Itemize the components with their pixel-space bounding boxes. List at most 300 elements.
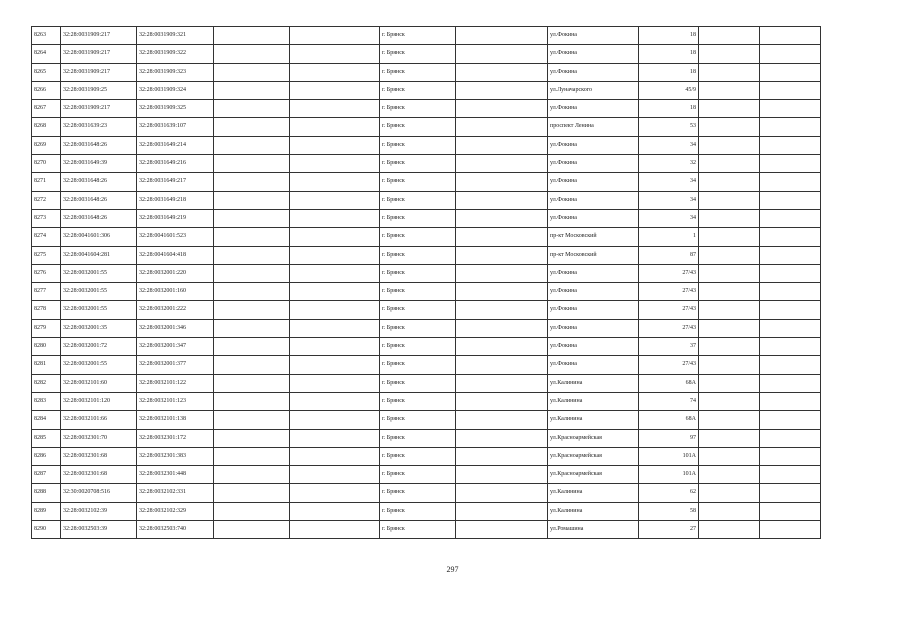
empty-cell (456, 63, 548, 81)
empty-cell (760, 155, 821, 173)
object-cadastral-cell: 32:28:0041601:523 (137, 228, 214, 246)
empty-cell (760, 264, 821, 282)
parcel-cadastral-cell: 32:28:0031909:217 (61, 100, 137, 118)
table-row (32, 246, 821, 264)
parcel-cadastral-cell: 32:28:0032101:120 (61, 392, 137, 410)
empty-cell (699, 209, 760, 227)
empty-cell (290, 466, 380, 484)
city-cell: г. Брянск (380, 411, 456, 429)
house-number-cell: 68А (639, 374, 699, 392)
house-number-cell: 101А (639, 466, 699, 484)
empty-cell (290, 81, 380, 99)
object-cadastral-cell: 32:28:0031649:218 (137, 191, 214, 209)
empty-cell (214, 27, 290, 45)
row-number-cell: 8282 (32, 374, 61, 392)
object-cadastral-cell: 32:28:0032001:220 (137, 264, 214, 282)
empty-cell (699, 27, 760, 45)
parcel-cadastral-cell: 32:28:0032001:55 (61, 356, 137, 374)
object-cadastral-cell: 32:28:0031909:323 (137, 63, 214, 81)
empty-cell (699, 502, 760, 520)
object-cadastral-cell: 32:28:0032301:172 (137, 429, 214, 447)
empty-cell (699, 173, 760, 191)
house-number-cell: 87 (639, 246, 699, 264)
empty-cell (456, 264, 548, 282)
street-cell: ул.Ромашина (548, 521, 639, 539)
parcel-cadastral-cell: 32:28:0032001:55 (61, 264, 137, 282)
empty-cell (214, 246, 290, 264)
empty-cell (456, 521, 548, 539)
empty-cell (456, 45, 548, 63)
row-number-cell: 8272 (32, 191, 61, 209)
house-number-cell: 27/43 (639, 319, 699, 337)
empty-cell (290, 100, 380, 118)
row-number-cell: 8263 (32, 27, 61, 45)
empty-cell (760, 392, 821, 410)
parcel-cadastral-cell: 32:28:0032001:55 (61, 301, 137, 319)
object-cadastral-cell: 32:28:0032001:222 (137, 301, 214, 319)
empty-cell (760, 118, 821, 136)
empty-cell (699, 466, 760, 484)
table-row (32, 81, 821, 99)
city-cell: г. Брянск (380, 429, 456, 447)
table-row (32, 118, 821, 136)
empty-cell (456, 447, 548, 465)
parcel-cadastral-cell: 32:28:0031648:26 (61, 209, 137, 227)
house-number-cell: 58 (639, 502, 699, 520)
table-row (32, 228, 821, 246)
city-cell: г. Брянск (380, 264, 456, 282)
object-cadastral-cell: 32:28:0031649:219 (137, 209, 214, 227)
empty-cell (456, 392, 548, 410)
empty-cell (456, 484, 548, 502)
empty-cell (760, 173, 821, 191)
parcel-cadastral-cell: 32:28:0031639:23 (61, 118, 137, 136)
table-row (32, 392, 821, 410)
house-number-cell: 18 (639, 100, 699, 118)
empty-cell (290, 502, 380, 520)
table-row (32, 319, 821, 337)
table-row (32, 429, 821, 447)
empty-cell (699, 191, 760, 209)
row-number-cell: 8264 (32, 45, 61, 63)
empty-cell (290, 246, 380, 264)
empty-cell (214, 264, 290, 282)
empty-cell (290, 521, 380, 539)
empty-cell (760, 100, 821, 118)
street-cell: ул.Фокина (548, 155, 639, 173)
empty-cell (760, 484, 821, 502)
city-cell: г. Брянск (380, 283, 456, 301)
empty-cell (214, 136, 290, 154)
empty-cell (214, 63, 290, 81)
city-cell: г. Брянск (380, 466, 456, 484)
parcel-cadastral-cell: 32:30:0020708:516 (61, 484, 137, 502)
row-number-cell: 8283 (32, 392, 61, 410)
empty-cell (699, 246, 760, 264)
street-cell: ул.Фокина (548, 45, 639, 63)
empty-cell (214, 45, 290, 63)
object-cadastral-cell: 32:28:0031649:214 (137, 136, 214, 154)
row-number-cell: 8288 (32, 484, 61, 502)
empty-cell (290, 411, 380, 429)
street-cell: ул.Фокина (548, 27, 639, 45)
object-cadastral-cell: 32:28:0032102:331 (137, 484, 214, 502)
row-number-cell: 8279 (32, 319, 61, 337)
empty-cell (699, 45, 760, 63)
row-number-cell: 8268 (32, 118, 61, 136)
empty-cell (214, 466, 290, 484)
parcel-cadastral-cell: 32:28:0032503:39 (61, 521, 137, 539)
street-cell: ул.Фокина (548, 356, 639, 374)
house-number-cell: 18 (639, 63, 699, 81)
empty-cell (699, 155, 760, 173)
house-number-cell: 34 (639, 173, 699, 191)
empty-cell (290, 155, 380, 173)
street-cell: ул.Фокина (548, 338, 639, 356)
empty-cell (214, 173, 290, 191)
empty-cell (760, 356, 821, 374)
parcel-cadastral-cell: 32:28:0031909:25 (61, 81, 137, 99)
empty-cell (699, 356, 760, 374)
row-number-cell: 8290 (32, 521, 61, 539)
house-number-cell: 45/9 (639, 81, 699, 99)
object-cadastral-cell: 32:28:0032101:138 (137, 411, 214, 429)
empty-cell (290, 228, 380, 246)
city-cell: г. Брянск (380, 484, 456, 502)
house-number-cell: 74 (639, 392, 699, 410)
empty-cell (456, 319, 548, 337)
empty-cell (214, 484, 290, 502)
street-cell: ул.Калинина (548, 411, 639, 429)
empty-cell (214, 301, 290, 319)
empty-cell (699, 447, 760, 465)
empty-cell (456, 209, 548, 227)
city-cell: г. Брянск (380, 374, 456, 392)
street-cell: пр-кт Московский (548, 246, 639, 264)
empty-cell (699, 392, 760, 410)
parcel-cadastral-cell: 32:28:0041601:306 (61, 228, 137, 246)
parcel-cadastral-cell: 32:28:0032001:72 (61, 338, 137, 356)
empty-cell (699, 283, 760, 301)
house-number-cell: 34 (639, 209, 699, 227)
row-number-cell: 8278 (32, 301, 61, 319)
street-cell: ул.Фокина (548, 319, 639, 337)
street-cell: ул.Красноармейская (548, 447, 639, 465)
empty-cell (456, 173, 548, 191)
house-number-cell: 32 (639, 155, 699, 173)
street-cell: ул.Фокина (548, 136, 639, 154)
empty-cell (290, 319, 380, 337)
row-number-cell: 8285 (32, 429, 61, 447)
empty-cell (760, 136, 821, 154)
table-row (32, 155, 821, 173)
house-number-cell: 34 (639, 136, 699, 154)
empty-cell (699, 338, 760, 356)
object-cadastral-cell: 32:28:0032301:448 (137, 466, 214, 484)
empty-cell (214, 283, 290, 301)
row-number-cell: 8289 (32, 502, 61, 520)
city-cell: г. Брянск (380, 392, 456, 410)
parcel-cadastral-cell: 32:28:0032102:39 (61, 502, 137, 520)
street-cell: ул.Луначарского (548, 81, 639, 99)
row-number-cell: 8277 (32, 283, 61, 301)
house-number-cell: 27/43 (639, 264, 699, 282)
parcel-cadastral-cell: 32:28:0031909:217 (61, 63, 137, 81)
object-cadastral-cell: 32:28:0032001:346 (137, 319, 214, 337)
empty-cell (699, 81, 760, 99)
house-number-cell: 27 (639, 521, 699, 539)
city-cell: г. Брянск (380, 521, 456, 539)
house-number-cell: 27/43 (639, 356, 699, 374)
empty-cell (699, 100, 760, 118)
empty-cell (760, 209, 821, 227)
page-number: 297 (446, 565, 459, 574)
city-cell: г. Брянск (380, 173, 456, 191)
object-cadastral-cell: 32:28:0032001:160 (137, 283, 214, 301)
parcel-cadastral-cell: 32:28:0031649:39 (61, 155, 137, 173)
city-cell: г. Брянск (380, 27, 456, 45)
empty-cell (760, 374, 821, 392)
table-row (32, 283, 821, 301)
house-number-cell: 27/43 (639, 283, 699, 301)
empty-cell (760, 81, 821, 99)
empty-cell (214, 209, 290, 227)
empty-cell (760, 228, 821, 246)
empty-cell (760, 301, 821, 319)
street-cell: ул.Фокина (548, 283, 639, 301)
empty-cell (456, 466, 548, 484)
empty-cell (290, 301, 380, 319)
street-cell: ул.Калинина (548, 502, 639, 520)
parcel-cadastral-cell: 32:28:0031909:217 (61, 27, 137, 45)
house-number-cell: 68А (639, 411, 699, 429)
empty-cell (760, 283, 821, 301)
empty-cell (760, 45, 821, 63)
object-cadastral-cell: 32:28:0032101:123 (137, 392, 214, 410)
house-number-cell: 18 (639, 45, 699, 63)
empty-cell (456, 246, 548, 264)
row-number-cell: 8270 (32, 155, 61, 173)
street-cell: ул.Калинина (548, 484, 639, 502)
row-number-cell: 8286 (32, 447, 61, 465)
city-cell: г. Брянск (380, 319, 456, 337)
row-number-cell: 8287 (32, 466, 61, 484)
house-number-cell: 97 (639, 429, 699, 447)
city-cell: г. Брянск (380, 209, 456, 227)
empty-cell (699, 118, 760, 136)
city-cell: г. Брянск (380, 356, 456, 374)
city-cell: г. Брянск (380, 191, 456, 209)
empty-cell (760, 319, 821, 337)
object-cadastral-cell: 32:28:0032101:122 (137, 374, 214, 392)
empty-cell (456, 283, 548, 301)
street-cell: ул.Фокина (548, 100, 639, 118)
empty-cell (456, 191, 548, 209)
street-cell: пр-кт Московский (548, 228, 639, 246)
object-cadastral-cell: 32:28:0031909:324 (137, 81, 214, 99)
empty-cell (290, 191, 380, 209)
parcel-cadastral-cell: 32:28:0032101:66 (61, 411, 137, 429)
street-cell: ул.Калинина (548, 374, 639, 392)
parcel-cadastral-cell: 32:28:0032301:68 (61, 447, 137, 465)
row-number-cell: 8269 (32, 136, 61, 154)
empty-cell (214, 411, 290, 429)
parcel-cadastral-cell: 32:28:0032301:68 (61, 466, 137, 484)
parcel-cadastral-cell: 32:28:0031648:26 (61, 191, 137, 209)
empty-cell (290, 429, 380, 447)
parcel-cadastral-cell: 32:28:0031909:217 (61, 45, 137, 63)
empty-cell (214, 155, 290, 173)
table-row (32, 502, 821, 520)
empty-cell (214, 502, 290, 520)
table-row (32, 136, 821, 154)
object-cadastral-cell: 32:28:0031909:322 (137, 45, 214, 63)
row-number-cell: 8280 (32, 338, 61, 356)
empty-cell (456, 502, 548, 520)
empty-cell (456, 118, 548, 136)
empty-cell (760, 191, 821, 209)
house-number-cell: 37 (639, 338, 699, 356)
city-cell: г. Брянск (380, 338, 456, 356)
row-number-cell: 8267 (32, 100, 61, 118)
city-cell: г. Брянск (380, 155, 456, 173)
city-cell: г. Брянск (380, 447, 456, 465)
city-cell: г. Брянск (380, 246, 456, 264)
object-cadastral-cell: 32:28:0031909:325 (137, 100, 214, 118)
table-row (32, 301, 821, 319)
empty-cell (699, 429, 760, 447)
house-number-cell: 101А (639, 447, 699, 465)
empty-cell (214, 374, 290, 392)
city-cell: г. Брянск (380, 228, 456, 246)
empty-cell (760, 466, 821, 484)
row-number-cell: 8276 (32, 264, 61, 282)
empty-cell (760, 502, 821, 520)
table-row (32, 521, 821, 539)
house-number-cell: 18 (639, 27, 699, 45)
empty-cell (456, 411, 548, 429)
empty-cell (290, 392, 380, 410)
city-cell: г. Брянск (380, 63, 456, 81)
city-cell: г. Брянск (380, 45, 456, 63)
table-row (32, 447, 821, 465)
empty-cell (290, 27, 380, 45)
empty-cell (760, 246, 821, 264)
empty-cell (760, 411, 821, 429)
empty-cell (456, 100, 548, 118)
empty-cell (214, 356, 290, 374)
object-cadastral-cell: 32:28:0031909:321 (137, 27, 214, 45)
street-cell: ул.Фокина (548, 63, 639, 81)
row-number-cell: 8281 (32, 356, 61, 374)
table-row (32, 374, 821, 392)
table-row (32, 27, 821, 45)
table-row (32, 466, 821, 484)
empty-cell (699, 228, 760, 246)
object-cadastral-cell: 32:28:0031639:107 (137, 118, 214, 136)
empty-cell (760, 63, 821, 81)
row-number-cell: 8274 (32, 228, 61, 246)
empty-cell (290, 118, 380, 136)
empty-cell (290, 374, 380, 392)
parcel-cadastral-cell: 32:28:0041604:281 (61, 246, 137, 264)
row-number-cell: 8271 (32, 173, 61, 191)
empty-cell (214, 118, 290, 136)
table-body (32, 27, 821, 539)
empty-cell (760, 521, 821, 539)
street-cell: ул.Фокина (548, 173, 639, 191)
empty-cell (290, 173, 380, 191)
street-cell: ул.Красноармейская (548, 429, 639, 447)
empty-cell (290, 136, 380, 154)
table-row (32, 63, 821, 81)
row-number-cell: 8265 (32, 63, 61, 81)
empty-cell (456, 338, 548, 356)
empty-cell (699, 136, 760, 154)
empty-cell (290, 45, 380, 63)
empty-cell (214, 191, 290, 209)
empty-cell (214, 521, 290, 539)
object-cadastral-cell: 32:28:0032301:383 (137, 447, 214, 465)
street-cell: ул.Фокина (548, 191, 639, 209)
empty-cell (290, 447, 380, 465)
table-row (32, 338, 821, 356)
house-number-cell: 27/43 (639, 301, 699, 319)
table-row (32, 264, 821, 282)
object-cadastral-cell: 32:28:0031649:216 (137, 155, 214, 173)
empty-cell (456, 27, 548, 45)
empty-cell (699, 319, 760, 337)
row-number-cell: 8266 (32, 81, 61, 99)
parcel-cadastral-cell: 32:28:0032301:70 (61, 429, 137, 447)
empty-cell (214, 447, 290, 465)
empty-cell (214, 100, 290, 118)
empty-cell (290, 484, 380, 502)
parcel-cadastral-cell: 32:28:0032001:35 (61, 319, 137, 337)
empty-cell (456, 374, 548, 392)
empty-cell (456, 429, 548, 447)
empty-cell (290, 264, 380, 282)
street-cell: ул.Красноармейская (548, 466, 639, 484)
table-row (32, 411, 821, 429)
empty-cell (456, 81, 548, 99)
street-cell: ул.Фокина (548, 301, 639, 319)
object-cadastral-cell: 32:28:0032001:377 (137, 356, 214, 374)
empty-cell (290, 356, 380, 374)
object-cadastral-cell: 32:28:0031649:217 (137, 173, 214, 191)
street-cell: ул.Фокина (548, 264, 639, 282)
object-cadastral-cell: 32:28:0032102:329 (137, 502, 214, 520)
table-row (32, 45, 821, 63)
table-row (32, 209, 821, 227)
parcel-cadastral-cell: 32:28:0032101:60 (61, 374, 137, 392)
table-row (32, 100, 821, 118)
house-number-cell: 1 (639, 228, 699, 246)
empty-cell (290, 209, 380, 227)
empty-cell (699, 264, 760, 282)
city-cell: г. Брянск (380, 136, 456, 154)
object-cadastral-cell: 32:28:0041604:418 (137, 246, 214, 264)
house-number-cell: 62 (639, 484, 699, 502)
parcel-cadastral-cell: 32:28:0031648:26 (61, 136, 137, 154)
house-number-cell: 53 (639, 118, 699, 136)
street-cell: проспект Ленина (548, 118, 639, 136)
street-cell: ул.Фокина (548, 209, 639, 227)
register-table (31, 26, 821, 539)
empty-cell (214, 429, 290, 447)
table-row (32, 356, 821, 374)
row-number-cell: 8273 (32, 209, 61, 227)
